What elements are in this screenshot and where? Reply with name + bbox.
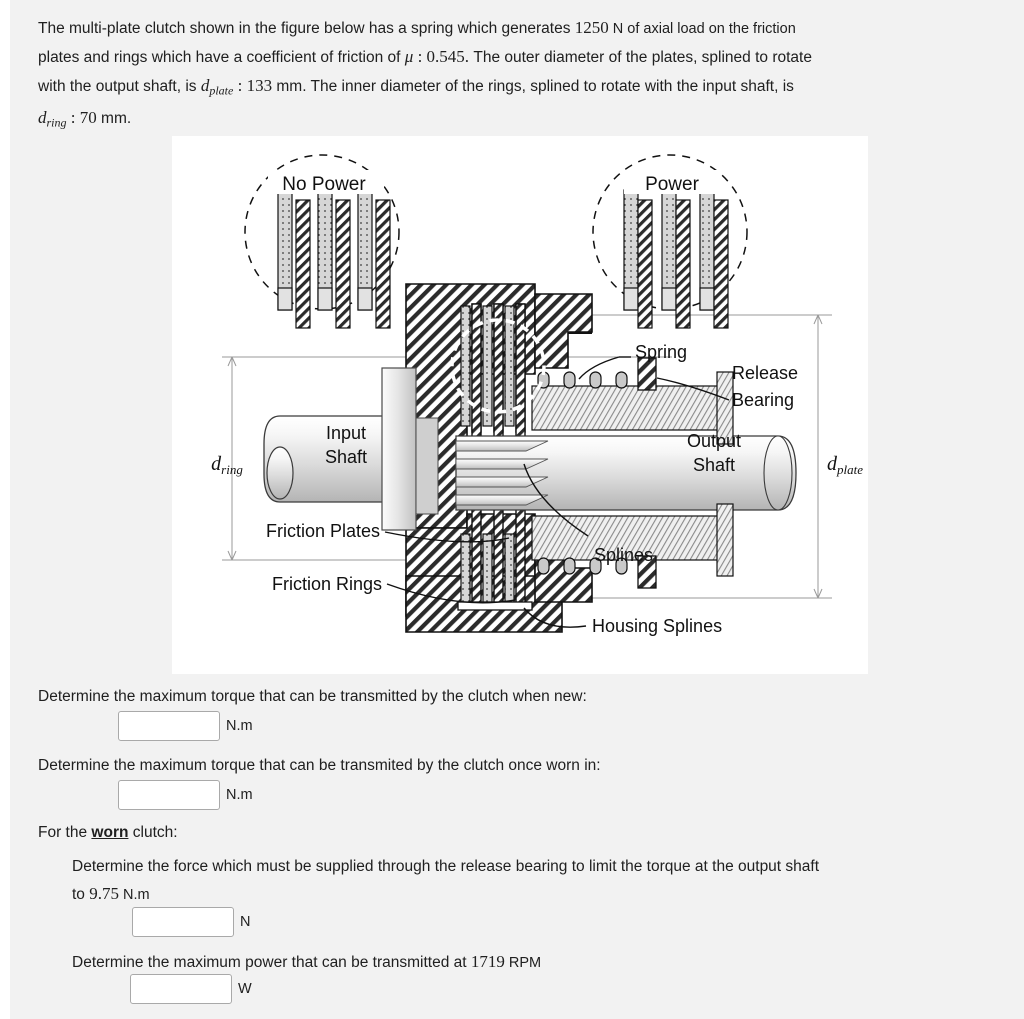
answer-input-torque-worn[interactable] <box>118 780 220 810</box>
splines-label: Splines <box>594 545 654 565</box>
friction-stack-lower <box>461 534 514 604</box>
d-ring-value: 70 <box>79 108 97 128</box>
output-shaft-label-line2: Shaft <box>692 455 736 475</box>
mu-value: 0.545. <box>426 47 470 66</box>
input-shaft-label-line1: Input <box>325 423 367 443</box>
question-2-answer-row <box>118 780 253 810</box>
input-shaft-label-line2: Shaft <box>324 447 368 467</box>
dim-d-ring-label: $d_{ring}$ <box>211 453 243 477</box>
answer-input-torque-new[interactable] <box>118 711 220 741</box>
answer-unit-1: N.m <box>226 718 253 734</box>
mu-separator: : <box>413 47 427 66</box>
question-2-text: Determine the maximum torque that can be transmited by the clutch once worn in: <box>38 757 601 774</box>
question-1-answer-row <box>118 711 253 741</box>
spring-label: Spring <box>635 342 688 362</box>
dim-d-plate-label: $d_{plate}$ <box>827 453 863 477</box>
problem-line2-a: plates and rings which have a coefficient of friction of <box>38 49 405 66</box>
problem-line3-a: with the output shaft, is <box>38 78 201 95</box>
problem-line1-a: The multi-plate clutch shown in the figure below has a spring which generates <box>38 20 575 37</box>
question-3-text-c: N.m <box>118 887 150 903</box>
question-3-text <box>72 853 1016 909</box>
question-1-text: Determine the maximum torque that can be transmitted by the clutch when new: <box>38 688 587 705</box>
question-4-rpm-value: 1719 <box>470 952 505 971</box>
question-4-text-a: Determine the maximum power that can be transmitted at <box>72 954 471 971</box>
question-3-text-a: Determine the force which must be supplied through the release bearing to limit the torque at the output shaft <box>72 858 820 875</box>
worn-prefix: For the <box>38 824 92 841</box>
worn-clutch-heading <box>38 819 178 846</box>
question-3-text-b: to <box>72 886 90 903</box>
d-plate-subscript: plate <box>209 83 234 98</box>
worn-suffix: clutch: <box>128 824 178 841</box>
problem-line2-b: The outer diameter of the plates, splined to rotate <box>469 49 812 66</box>
answer-unit-4: W <box>238 981 252 997</box>
answer-unit-3: N <box>240 914 251 930</box>
question-3-torque-value: 9.75 <box>89 884 119 903</box>
page-background <box>10 0 1024 1019</box>
friction-rings-label: Friction Rings <box>271 574 382 594</box>
worn-emphasis: worn <box>91 824 129 841</box>
mu-symbol: μ <box>404 47 414 66</box>
d-plate-value: 133 <box>246 76 273 95</box>
question-4-answer-row <box>130 974 252 1004</box>
output-shaft <box>456 436 796 510</box>
question-4-text-b: RPM <box>504 955 542 971</box>
release-bearing-label-line1: Release <box>732 363 799 383</box>
d-plate-separator: : <box>233 76 247 95</box>
d-ring-subscript: ring <box>46 115 67 130</box>
d-plate-symbol: d <box>200 76 210 95</box>
question-3-answer-row <box>132 907 250 937</box>
question-4-text <box>72 948 541 977</box>
answer-input-max-power[interactable] <box>130 974 232 1004</box>
detail-power-label: Power <box>645 174 699 195</box>
housing-splines-label: Housing Splines <box>592 616 723 636</box>
problem-line4-b: mm. <box>96 110 132 128</box>
d-ring-separator: : <box>66 108 80 128</box>
clutch-diagram-figure <box>172 136 868 674</box>
problem-line3-b: mm. The inner diameter of the rings, splined to rotate with the input shaft, is <box>272 78 794 95</box>
axial-load-value: 1250 <box>574 18 609 37</box>
d-ring-symbol: d <box>38 108 47 128</box>
release-bearing-label-line2: Bearing <box>732 390 795 410</box>
answer-input-release-force[interactable] <box>132 907 234 937</box>
output-shaft-label-line1: Output <box>686 431 742 451</box>
problem-statement <box>38 14 1000 137</box>
problem-line1-b: N of axial load on the friction <box>608 21 796 37</box>
answer-unit-2: N.m <box>226 787 253 803</box>
detail-no-power-label: No Power <box>282 174 366 195</box>
friction-plates-label: Friction Plates <box>265 521 380 541</box>
